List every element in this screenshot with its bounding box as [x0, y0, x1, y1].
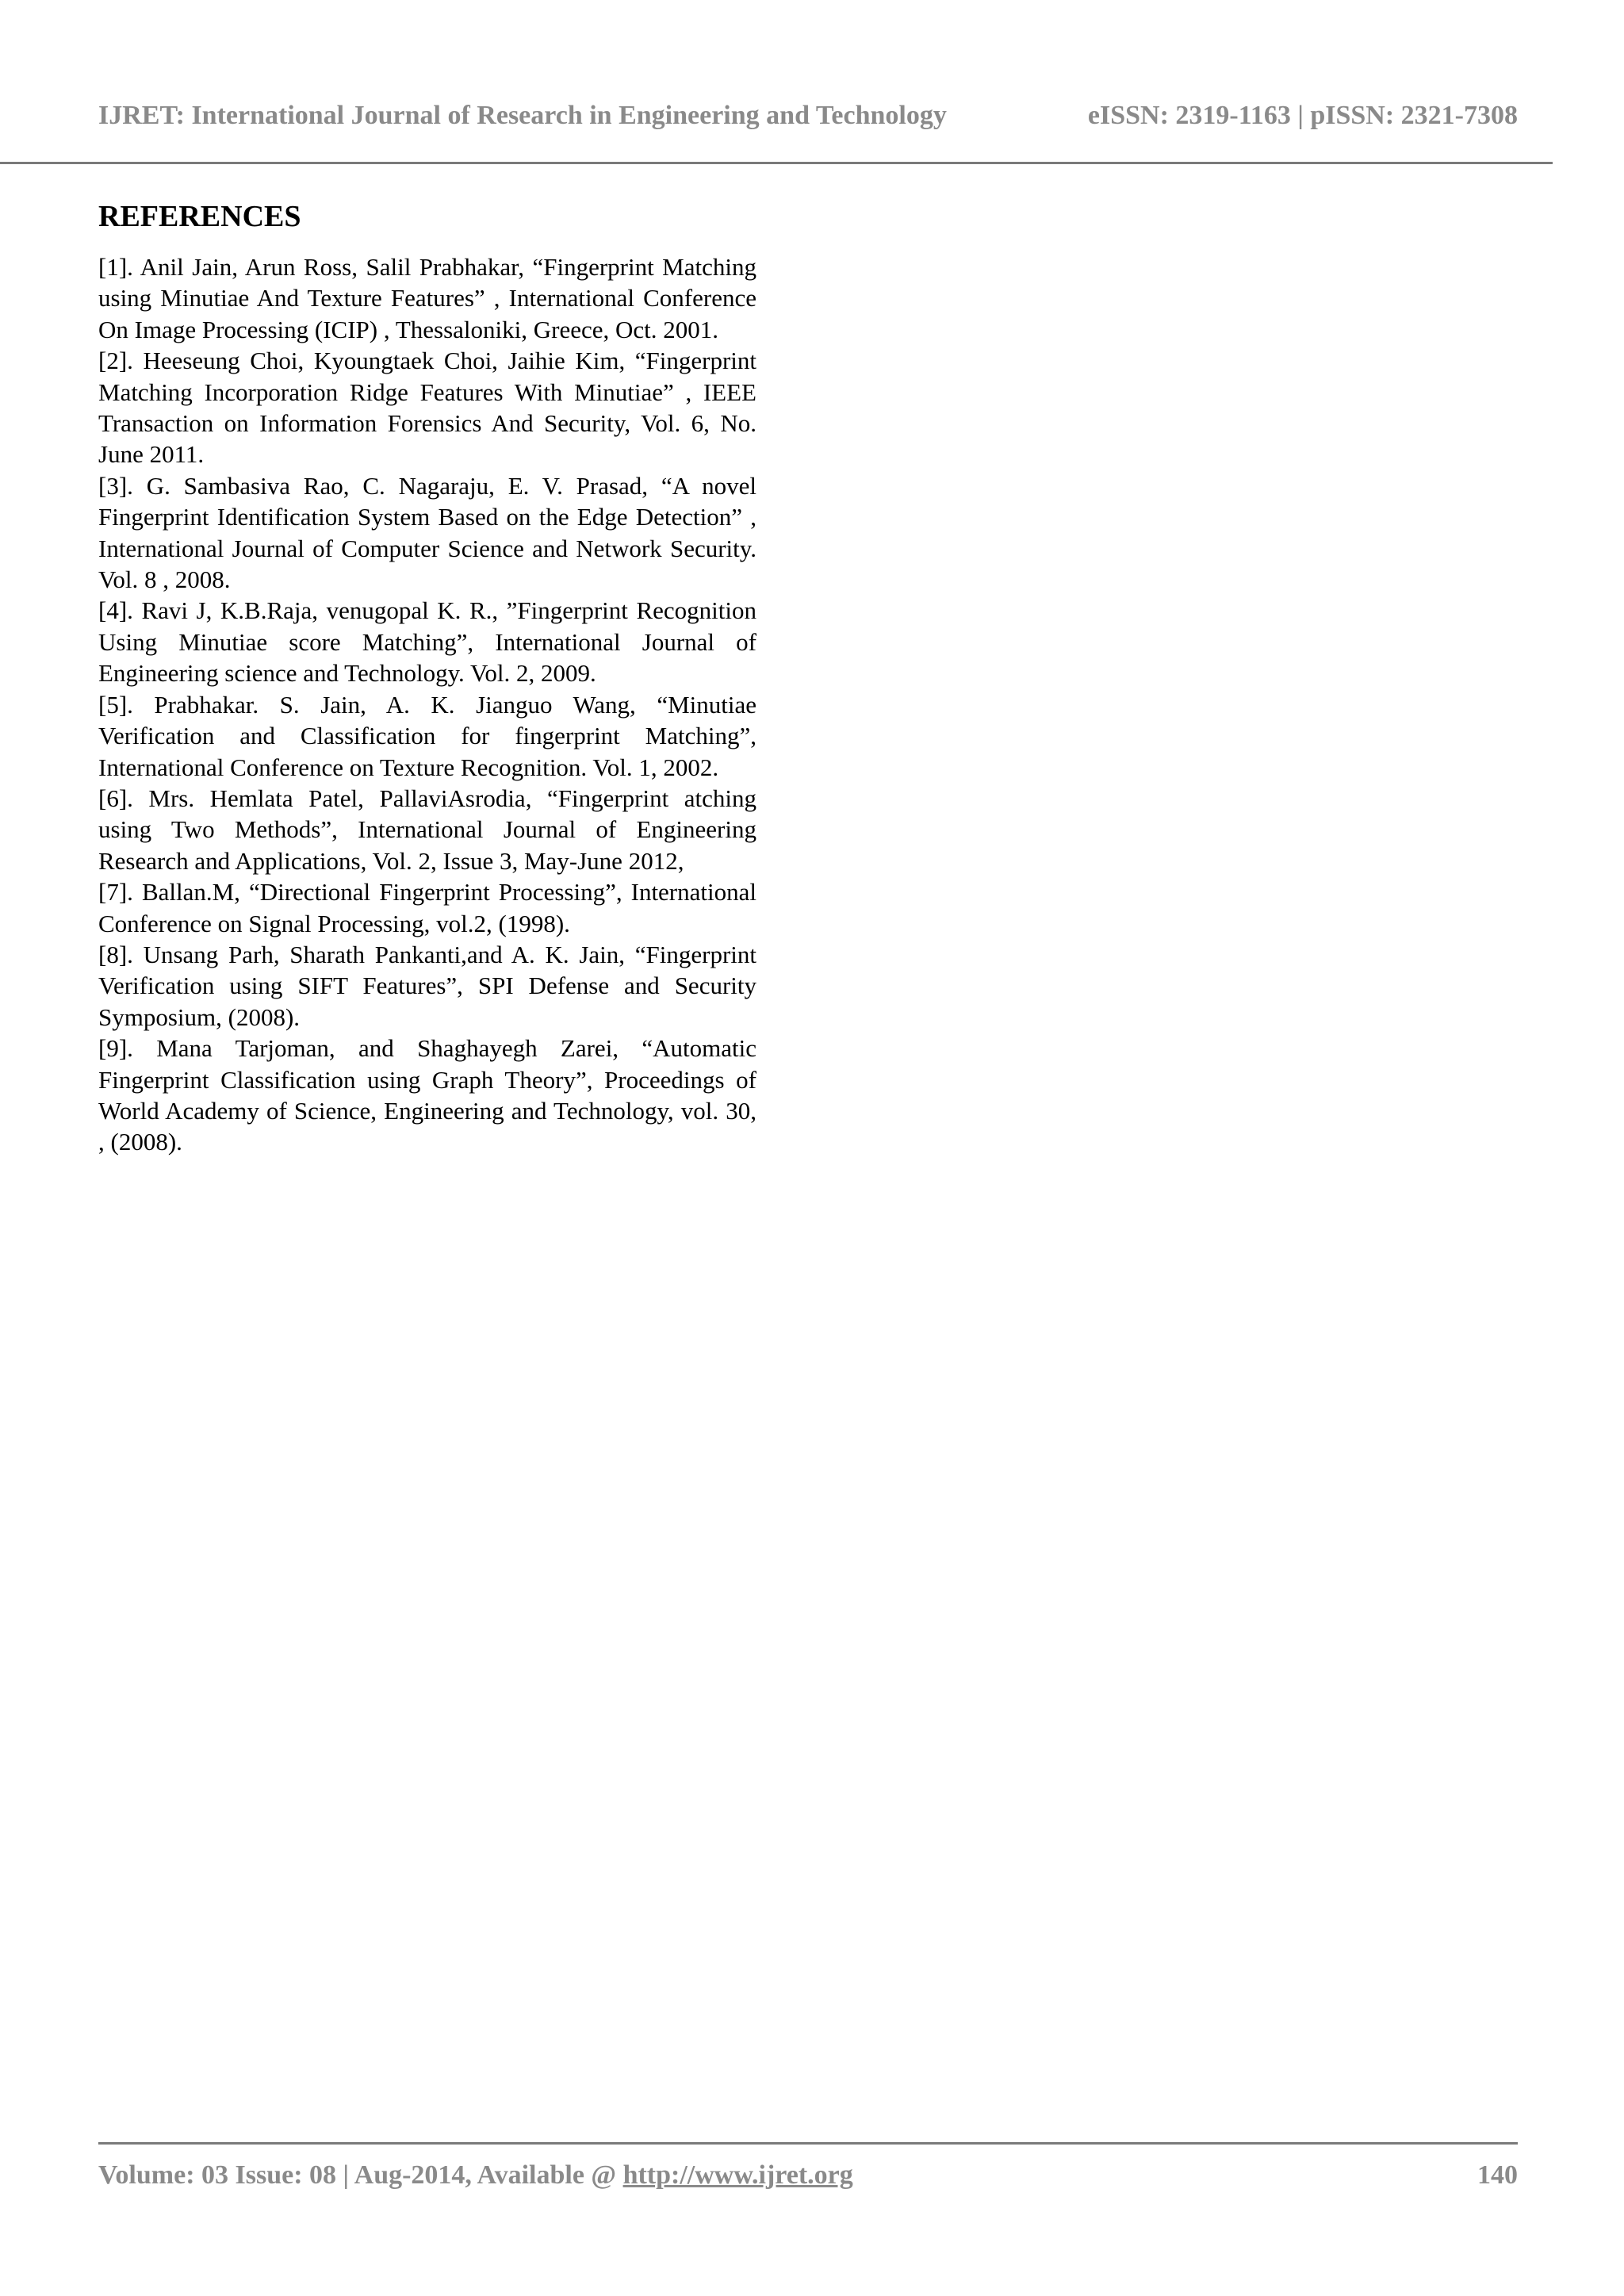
reference-item: [2]. Heeseung Choi, Kyoungtaek Choi, Jaihie Kim, “Fingerprint Matching Incorporation Ridge Features With Minutiae” , IEEE Transaction on Information Forensics And Security, Vol. 6, No. June 2011.: [98, 347, 756, 469]
page-number: 140: [1477, 2160, 1518, 2190]
reference-item: [8]. Unsang Parh, Sharath Pankanti,and A. K. Jain, “Fingerprint Verification using SIFT Features”, SPI Defense and Security Symposium, (2008).: [98, 940, 756, 1031]
page-footer: [98, 2157, 1518, 2194]
reference-item: [9]. Mana Tarjoman, and Shaghayegh Zarei, “Automatic Fingerprint Classification using Graph Theory”, Proceedings of World Academy of Science, Engineering and Technology, vol. 30, , (2008).: [98, 1034, 756, 1156]
footer-volume-info: [98, 2160, 853, 2191]
footer-volume-text: Volume: 03 Issue: 08 | Aug-2014, Available @: [98, 2160, 617, 2190]
issn-numbers: eISSN: 2319-1163 | pISSN: 2321-7308: [1087, 101, 1518, 130]
journal-title: IJRET: International Journal of Research in Engineering and Technology: [98, 101, 947, 130]
header-divider: [0, 162, 1553, 164]
reference-item: [6]. Mrs. Hemlata Patel, PallaviAsrodia, “Fingerprint atching using Two Methods”, International Journal of Engineering Research and Applications, Vol. 2, Issue 3, May-June 2012,: [98, 784, 756, 875]
reference-item: [5]. Prabhakar. S. Jain, A. K. Jianguo Wang, “Minutiae Verification and Classification for fingerprint Matching”, International Conference on Texture Recognition. Vol. 1, 2002.: [98, 690, 756, 781]
references-heading: REFERENCES: [98, 200, 301, 233]
page-header: [98, 98, 1518, 133]
footer-divider: [98, 2142, 1518, 2145]
reference-item: [4]. Ravi J, K.B.Raja, venugopal K. R., ”Fingerprint Recognition Using Minutiae score Matching”, International Journal of Engineering science and Technology. Vol. 2, 2009.: [98, 596, 756, 688]
reference-item: [1]. Anil Jain, Arun Ross, Salil Prabhakar, “Fingerprint Matching using Minutiae And Texture Features” , International Conference On Image Processing (ICIP) , Thessaloniki, Greece, Oct. 2001.: [98, 253, 756, 343]
reference-item: [7]. Ballan.M, “Directional Fingerprint Processing”, International Conference on Signal Processing, vol.2, (1998).: [98, 878, 756, 937]
journal-website-link[interactable]: http://www.ijret.org: [622, 2160, 853, 2190]
reference-item: [3]. G. Sambasiva Rao, C. Nagaraju, E. V. Prasad, “A novel Fingerprint Identification System Based on the Edge Detection” , International Journal of Computer Science and Network Security. Vol. 8 , 2008.: [98, 471, 756, 594]
references-list: [98, 251, 756, 1158]
